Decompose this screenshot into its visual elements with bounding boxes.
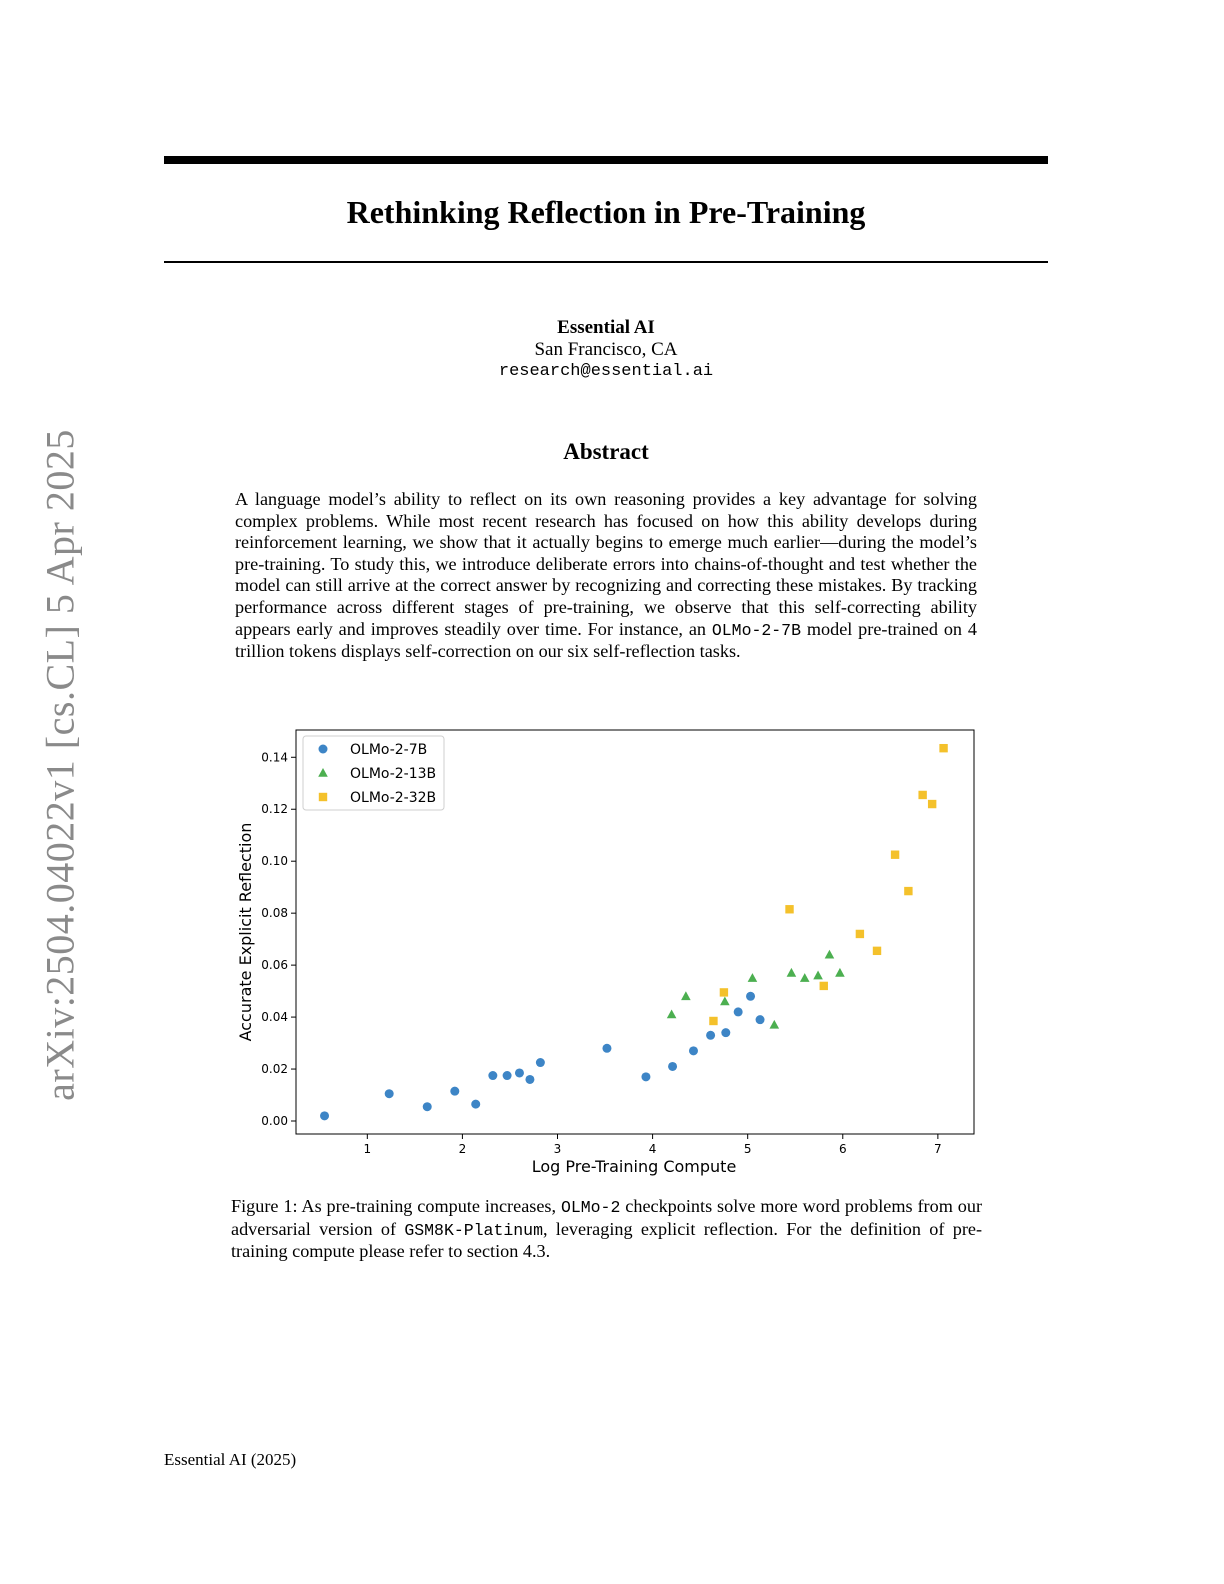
olmo-2-7b-point <box>668 1062 677 1071</box>
abstract-heading: Abstract <box>563 439 649 464</box>
figure-caption <box>231 1196 982 1263</box>
chart-legend <box>303 736 444 810</box>
figure-1 <box>224 720 994 1190</box>
olmo-2-7b-point <box>320 1111 329 1120</box>
x-tick-label: 4 <box>648 1142 657 1156</box>
scatter-chart <box>224 720 994 1190</box>
olmo-2-32b-point <box>891 851 899 859</box>
legend-marker-olmo-2-32b <box>319 793 327 801</box>
olmo-2-7b-point <box>706 1031 715 1040</box>
olmo-2-7b-point <box>602 1044 611 1053</box>
y-tick-label: 0.14 <box>261 750 288 765</box>
olmo-2-32b-point <box>856 930 864 938</box>
olmo-2-32b-point <box>939 744 947 752</box>
caption-code-dataset: GSM8K-Platinum <box>404 1220 543 1240</box>
olmo-2-32b-point <box>785 905 793 913</box>
olmo-2-13b-point <box>835 968 845 977</box>
olmo-2-13b-point <box>800 973 810 982</box>
olmo-2-32b-point <box>873 947 881 955</box>
olmo-2-7b-point <box>385 1089 394 1098</box>
paper-title: Rethinking Reflection in Pre-Training <box>346 194 866 230</box>
olmo-2-13b-point <box>681 991 691 1000</box>
y-tick-label: 0.10 <box>261 854 288 869</box>
y-tick-label: 0.02 <box>261 1062 288 1077</box>
olmo-2-7b-point <box>746 992 755 1001</box>
x-axis-label: Log Pre-Training Compute <box>531 1157 737 1176</box>
y-tick-label: 0.06 <box>261 958 288 973</box>
y-tick-label: 0.08 <box>261 906 288 921</box>
abstract-text-part-2: model pre-trained on 4 trillion tokens displays self-correction on our six self-reflection tasks. <box>235 618 977 662</box>
olmo-2-7b-point <box>423 1102 432 1111</box>
x-tick-label: 2 <box>458 1142 467 1156</box>
legend-label: OLMo-2-7B <box>350 742 428 758</box>
caption-part-2: checkpoints solve more word problems from our adversarial version of <box>231 1196 983 1239</box>
y-tick-label: 0.12 <box>261 802 288 817</box>
olmo-2-13b-point <box>748 973 758 982</box>
caption-code-model: OLMo-2 <box>560 1198 621 1217</box>
x-tick-label: 1 <box>363 1142 372 1156</box>
legend-marker-olmo-2-7b <box>319 745 328 754</box>
author-location: San Francisco, CA <box>534 339 678 360</box>
title-rule-bottom <box>164 261 1048 263</box>
olmo-2-7b-point <box>721 1028 730 1037</box>
author-email[interactable]: research@essential.ai <box>498 362 714 381</box>
abstract-text-part-1: A language model’s ability to reflect on its own reasoning provides a key advantage for solving complex problems. While most recent research has focused on how this ability develops during reinforcement learning, we show that it actually begins to emerge much earlier—during the model’s pre-training. To study this, we introduce deliberate errors into chains-of-thought and test whether the model can still arrive at the correct answer by recognizing and correcting these mistakes. By tracking performance across different stages of pre-training, we observe that this self-correcting ability appears early and improves steadily over time. For instance, an <box>235 489 977 639</box>
olmo-2-32b-point <box>720 988 728 996</box>
author-name: Essential AI <box>557 317 655 338</box>
author-block <box>164 317 1048 383</box>
olmo-2-7b-point <box>471 1100 480 1109</box>
abstract-text <box>235 489 977 663</box>
x-tick-label: 3 <box>553 1142 562 1156</box>
olmo-2-7b-point <box>734 1007 743 1016</box>
olmo-2-7b-point <box>503 1071 512 1080</box>
caption-part-3: , leveraging explicit reflection. For the definition of pre-training compute please refer to section 4.3. <box>231 1218 982 1262</box>
olmo-2-13b-point <box>787 968 797 977</box>
olmo-2-13b-point <box>667 1009 677 1018</box>
y-tick-label: 0.04 <box>261 1010 288 1025</box>
olmo-2-7b-point <box>536 1058 545 1067</box>
x-tick-label: 7 <box>934 1142 942 1156</box>
olmo-2-7b-point <box>515 1068 524 1077</box>
olmo-2-7b-point <box>525 1075 534 1084</box>
abstract-model-code: OLMo-2-7B <box>711 620 801 640</box>
y-axis-label: Accurate Explicit Reflection <box>236 822 255 1042</box>
olmo-2-32b-point <box>928 800 936 808</box>
olmo-2-13b-point <box>720 996 730 1005</box>
legend-label: OLMo-2-13B <box>350 766 437 782</box>
title-rule-top <box>164 156 1048 164</box>
arxiv-sidebar-stamp: arXiv:2504.04022v1 [cs.CL] 5 Apr 2025 <box>37 429 83 1101</box>
olmo-2-7b-point <box>756 1015 765 1024</box>
olmo-2-7b-point <box>450 1087 459 1096</box>
x-axis-ticks <box>363 1134 941 1156</box>
olmo-2-13b-point <box>813 971 823 980</box>
y-axis-ticks <box>261 750 296 1128</box>
olmo-2-13b-point <box>825 950 835 959</box>
y-tick-label: 0.00 <box>261 1114 288 1129</box>
olmo-2-7b-point <box>488 1071 497 1080</box>
olmo-2-32b-point <box>904 887 912 895</box>
footer-text: Essential AI (2025) <box>164 1450 297 1469</box>
olmo-2-32b-point <box>918 791 926 799</box>
olmo-2-7b-point <box>689 1046 698 1055</box>
x-tick-label: 6 <box>838 1142 847 1156</box>
olmo-2-32b-point <box>709 1017 717 1025</box>
caption-part-1: Figure 1: As pre-training compute increases, <box>231 1196 561 1216</box>
legend-label: OLMo-2-32B <box>350 790 437 806</box>
olmo-2-7b-point <box>641 1072 650 1081</box>
x-tick-label: 5 <box>743 1142 752 1156</box>
olmo-2-32b-point <box>820 982 828 990</box>
olmo-2-13b-point <box>770 1020 780 1029</box>
